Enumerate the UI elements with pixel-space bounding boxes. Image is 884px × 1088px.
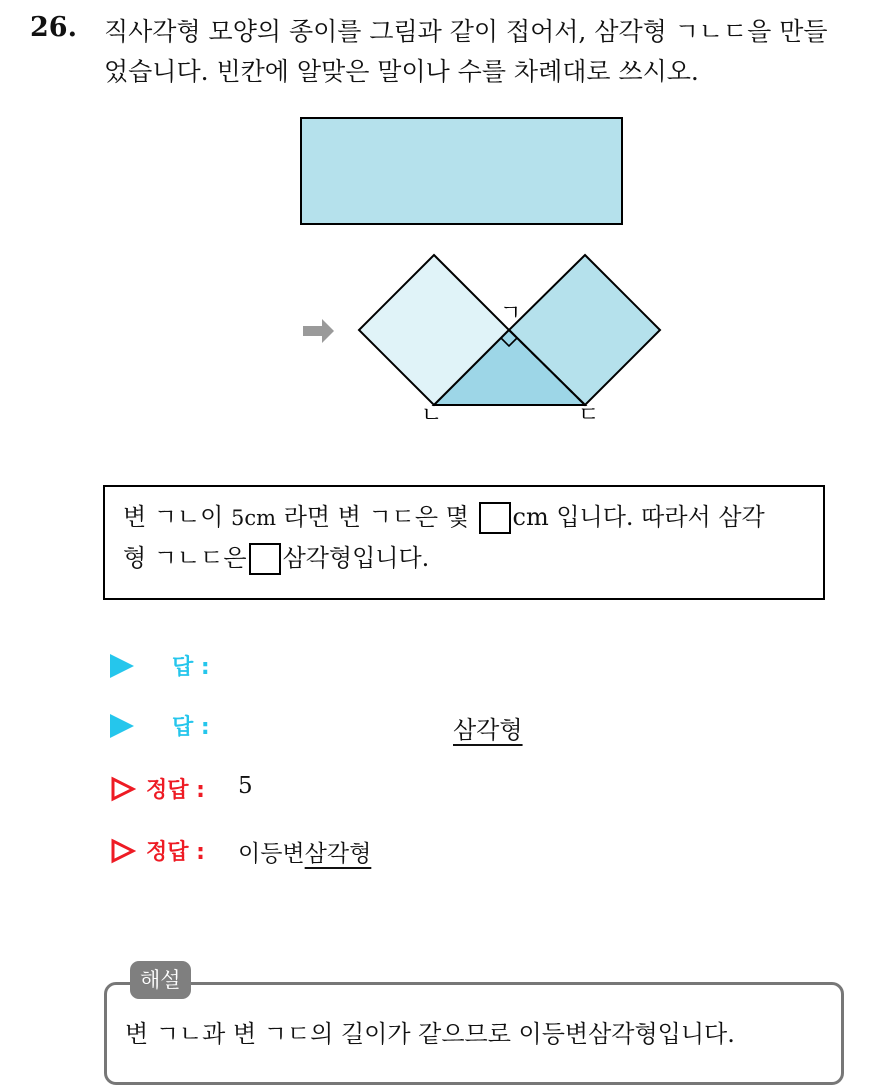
arrow-icon [303, 319, 334, 343]
correct-answer-value-2 [238, 835, 371, 868]
blue-triangle-icon [110, 654, 134, 678]
explanation-tab: 해설 [130, 961, 191, 999]
prompt-text-2b: 삼각형입니다. [282, 544, 430, 572]
prompt-text-1a: 변 ㄱㄴ이 [123, 503, 231, 531]
folding-figure [0, 0, 884, 480]
red-outline-triangle-icon [110, 838, 136, 864]
correct-answer-value-2a: 이등변 [238, 841, 305, 867]
blue-triangle-icon [110, 714, 134, 738]
prompt-text-1b: 라면 변 ㄱㄷ은 몇 [276, 503, 469, 531]
paper-rectangle [301, 118, 622, 224]
correct-answer-value-2b: 삼각형 [304, 841, 372, 867]
explanation-text: 변 ㄱㄴ과 변 ㄱㄷ의 길이가 같으므로 이등변삼각형입니다. [125, 1020, 735, 1048]
correct-answer-value-1: 5 [238, 773, 253, 799]
answer-label-2: 답 : [172, 715, 210, 740]
vertex-label-n: ㄴ [421, 403, 443, 428]
correct-answer-row-1 [110, 773, 510, 805]
correct-answer-row-2 [110, 835, 510, 867]
red-outline-triangle-icon [110, 776, 136, 802]
correct-answer-label-1: 정답 : [146, 778, 205, 803]
answer-line2-value: 삼각형 [453, 716, 523, 744]
question-line-2: 었습니다. 빈칸에 알맞은 말이나 수를 차례대로 쓰시오. [104, 57, 699, 86]
question-number: 26. [30, 12, 77, 43]
prompt-unit: cm [244, 506, 277, 530]
vertex-label-d: ㄷ [578, 403, 600, 428]
correct-answer-label-2: 정답 : [146, 840, 205, 865]
answer-blank-2[interactable] [249, 543, 281, 575]
prompt-line-2 [123, 538, 823, 578]
question-line-1: 직사각형 모양의 종이를 그림과 같이 접어서, 삼각형 ㄱㄴㄷ을 만들 [104, 17, 828, 46]
prompt-box [103, 485, 825, 600]
prompt-number: 5 [231, 506, 245, 530]
prompt-text-1c: cm 입니다. 따라서 삼각 [512, 503, 765, 531]
prompt-text-2a: 형 ㄱㄴㄷ은 [123, 544, 247, 572]
answer-blank-1[interactable] [479, 502, 511, 534]
prompt-line-1 [123, 497, 823, 538]
answer-row-1 [110, 650, 510, 682]
answer-row-2 [110, 710, 610, 742]
vertex-label-g: ㄱ [500, 301, 522, 326]
answer-label-1: 답 : [172, 655, 210, 680]
